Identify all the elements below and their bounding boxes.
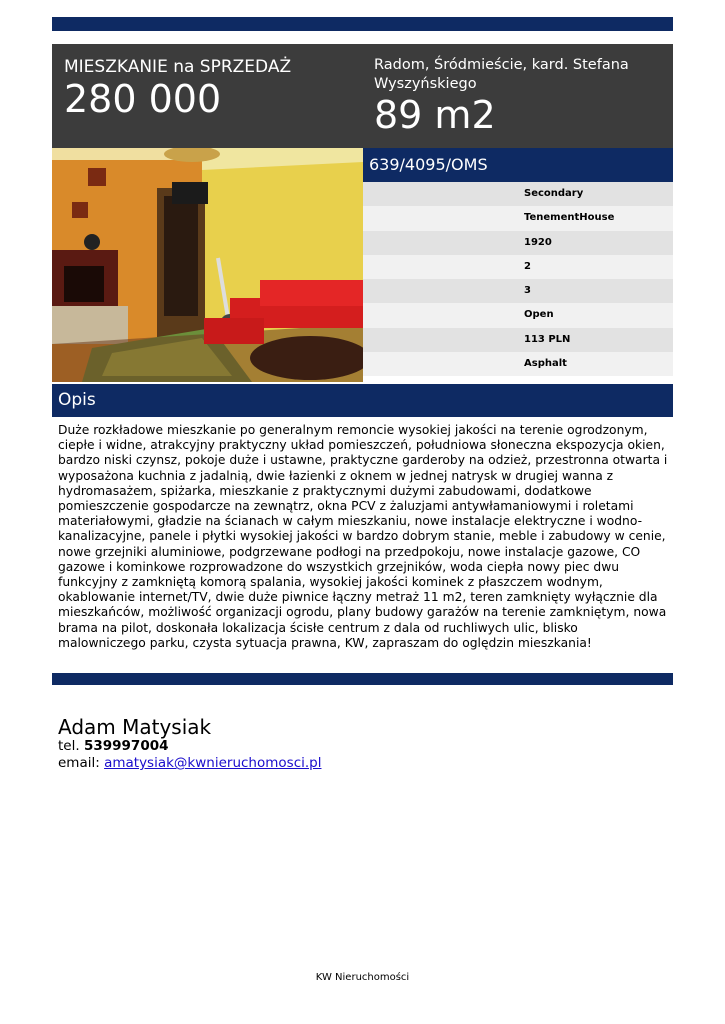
listing-location: Radom, Śródmieście, kard. Stefana Wyszyńskiego bbox=[374, 57, 629, 92]
description-heading: Opis bbox=[58, 390, 96, 410]
param-value: 1920 bbox=[524, 236, 552, 248]
agent-phone-label: tel. bbox=[58, 738, 80, 754]
apartment-photo bbox=[52, 148, 363, 382]
reference-number: 639/4095/OMS bbox=[369, 155, 488, 174]
listing-price: 280 000 bbox=[64, 77, 222, 121]
param-row-rent bbox=[363, 328, 673, 352]
agent-email-link[interactable]: amatysiak@kwnieruchomosci.pl bbox=[104, 755, 322, 771]
param-value: 113 PLN bbox=[524, 333, 571, 345]
top-divider-bar bbox=[52, 17, 673, 31]
param-row-building-type bbox=[363, 206, 673, 230]
param-row-floor bbox=[363, 255, 673, 279]
agent-email-label: email: bbox=[58, 755, 100, 771]
reference-number-bar bbox=[363, 148, 673, 182]
param-value: Asphalt bbox=[524, 358, 567, 370]
param-row-year bbox=[363, 231, 673, 255]
param-value: Open bbox=[524, 309, 554, 321]
param-row-rooms bbox=[363, 279, 673, 303]
agent-email bbox=[58, 755, 321, 771]
param-row-market bbox=[363, 182, 673, 206]
description-text: Duże rozkładowe mieszkanie po generalnym remoncie wysokiej jakości na terenie ogrodzonym, ciepłe i widne, atrakcyjny praktyczny układ pomieszczeń, południowa słoneczna ekspozycja okien, bardzo niski czynsz, pokoje duże i ustawne, praktyczne garderoby na odzież, przestronna otwarta i wyposażona kuchnia z jadalnią, dwie łazienki z oknem w jednej natrysk w drugiej wanna z hydromasażem, spiżarka, mieszkanie z praktycznymi dużymi zabudowami, dodatkowe pomieszczenie gospodarcze na zewnątrz, okna PCV z żaluzjami antywłamaniowymi i roletami materiałowymi, gładzie na ścianach w całym mieszkaniu, nowe instalacje elektryczne i wodno-kanalizacyjne, panele i płytki wysokiej jakości w bardzo dobrym stanie, meble i zabudowy w cenie, nowe grzejniki aluminiowe, podgrzewane podłogi na przedpokoju, nowe instalacje gazowe, CO gazowe i kominkowe rozprowadzone do wszystkich grzejników, woda ciepła nowy piec dwu funkcyjny z zamkniętą komorą spalania, wysokiej jakości kominek z płaszczem wodnym, okablowanie internet/TV, dwie duże piwnice łączny metraż 11 m2, teren zamknięty wyłącznie dla mieszkańców, możliwość organizacji ogrodu, plany budowy garażów na terenie zamkniętym, nowa brama na pilot, doskonała lokalizacja ścisłe centrum z dala od ruchliwych ulic, blisko malowniczego parku, czysta sytuacja prawna, KW, zapraszam do oględzin mieszkania! bbox=[58, 423, 668, 650]
description-heading-bar bbox=[52, 384, 673, 417]
param-value: TenementHouse bbox=[524, 212, 615, 224]
agent-phone-number: 539997004 bbox=[83, 738, 169, 754]
footer-company: KW Nieruchomości bbox=[315, 972, 410, 983]
bottom-divider-bar bbox=[52, 673, 673, 685]
listing-area: 89 m2 bbox=[374, 93, 496, 137]
param-value: 2 bbox=[524, 260, 531, 272]
listing-header bbox=[52, 44, 673, 148]
listing-type: MIESZKANIE na SPRZEDAŻ bbox=[64, 57, 292, 77]
param-value: Secondary bbox=[524, 188, 584, 199]
parameters-table bbox=[363, 182, 673, 376]
param-row-kitchen bbox=[363, 303, 673, 327]
agent-name: Adam Matysiak bbox=[58, 715, 212, 739]
param-value: 3 bbox=[524, 285, 531, 297]
agent-phone bbox=[58, 738, 169, 754]
param-row-access-road bbox=[363, 352, 673, 376]
